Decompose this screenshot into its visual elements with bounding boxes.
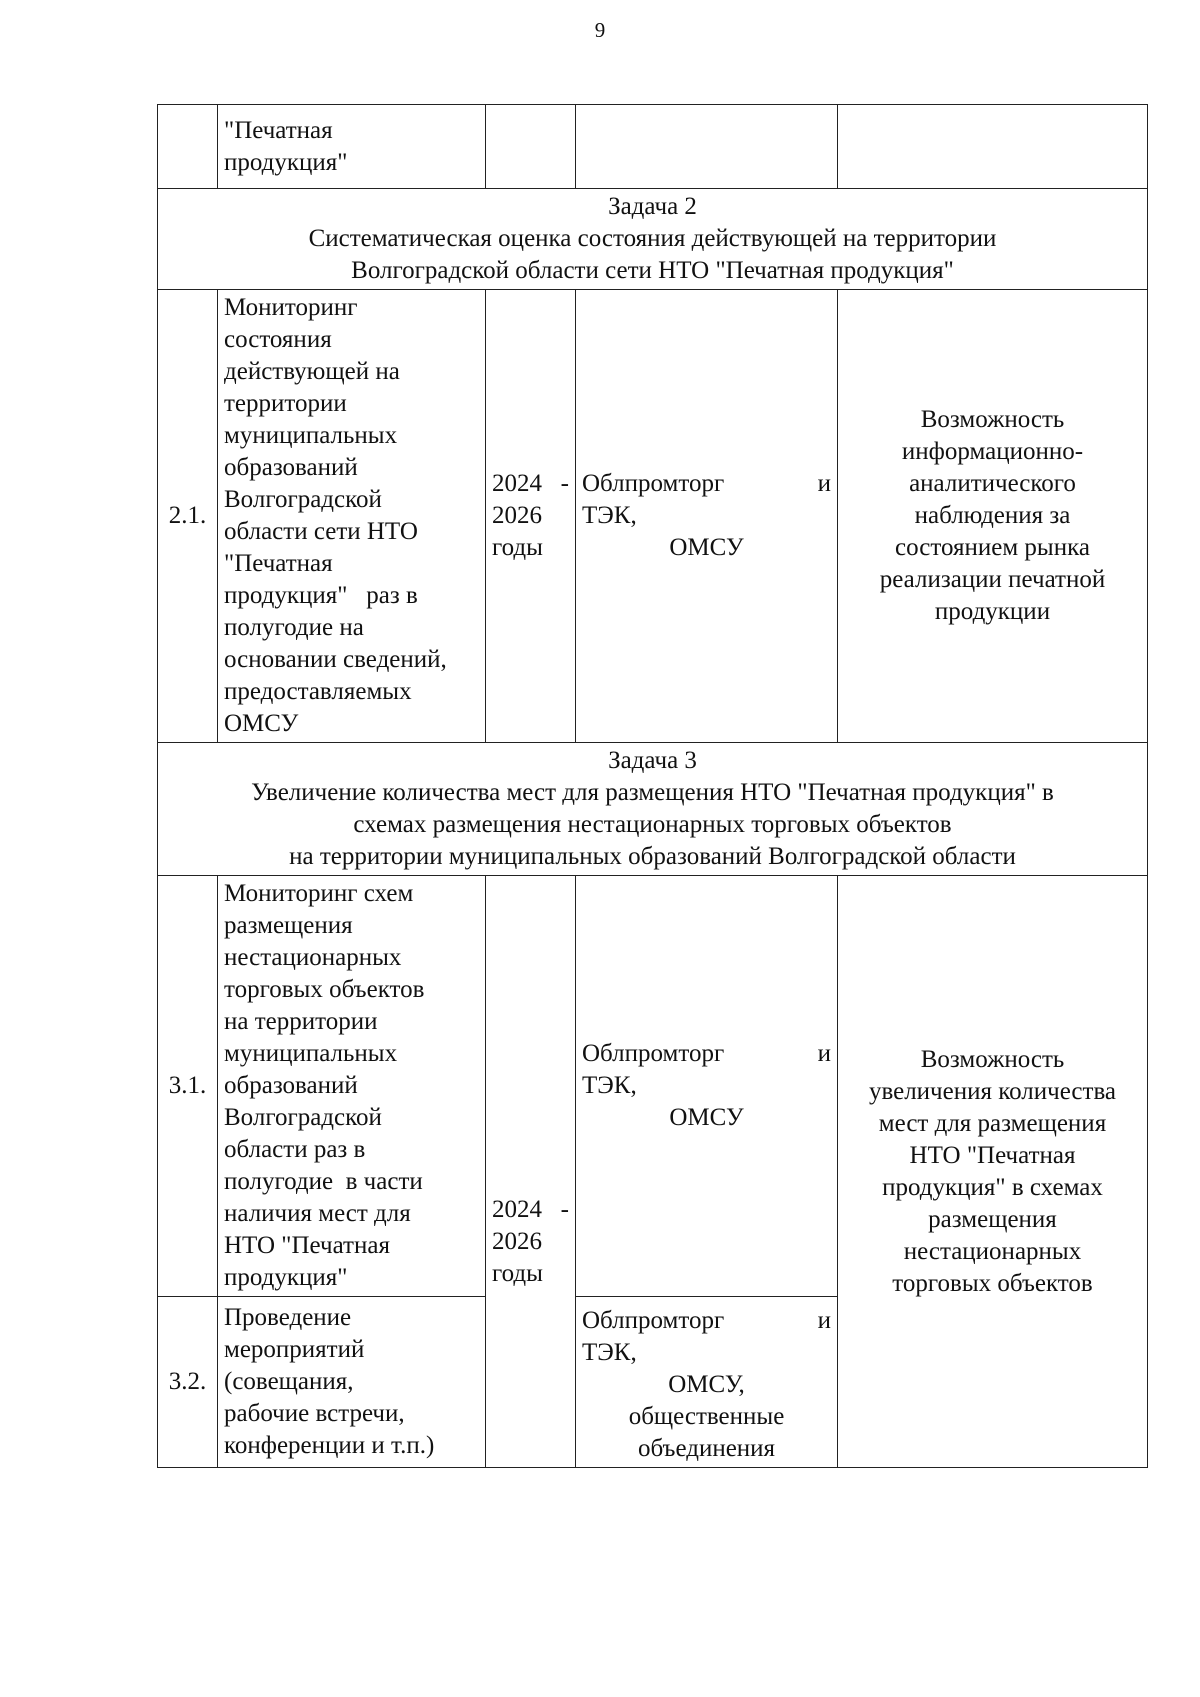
table-row	[158, 290, 1148, 743]
executor-conj: и	[817, 1307, 831, 1334]
activity-line: области раз в	[224, 1136, 366, 1163]
result-line: мест для размещения	[878, 1109, 1107, 1137]
result-line: реализации печатной	[879, 566, 1106, 593]
activity-cell	[218, 1297, 486, 1468]
row-number: 3.2.	[158, 1297, 218, 1468]
activity-plan-table	[157, 104, 1148, 1468]
executor-cell	[576, 290, 838, 743]
period-from: 2024	[492, 1196, 542, 1223]
task-title: Задача 2	[608, 193, 697, 220]
executor-org2: ТЭК,	[582, 1072, 637, 1099]
result-line: состоянием рынка	[895, 534, 1090, 561]
period-end: 2026	[492, 502, 542, 529]
activity-cell	[218, 105, 486, 189]
activity-line: состояния	[224, 326, 332, 353]
activity-line: "Печатная	[224, 550, 333, 577]
result-cell	[838, 290, 1148, 743]
task-description-line: на территории муниципальных образований Волгоградской области	[289, 843, 1016, 870]
period-cell	[486, 290, 576, 743]
activity-line: образований	[224, 1072, 358, 1099]
executor-other: общественные	[628, 1403, 785, 1430]
task-3-header	[158, 743, 1148, 876]
task-description-line: Увеличение количества мест для размещения НТО "Печатная продукция" в	[251, 779, 1054, 806]
activity-line: основании сведений,	[224, 646, 447, 673]
activity-line: (совещания,	[224, 1368, 354, 1395]
activity-line: конференции и т.п.)	[224, 1432, 435, 1459]
result-line: увеличения количества	[868, 1077, 1117, 1105]
result-line: Возможность	[920, 406, 1065, 433]
row-number: 2.1.	[158, 290, 218, 743]
activity-line: на территории	[224, 1008, 378, 1035]
activity-line: ОМСУ	[224, 710, 299, 737]
activity-line: области сети НТО	[224, 518, 418, 545]
executor-org: Облпромторг	[582, 1040, 725, 1067]
activity-line: наличия мест для	[224, 1200, 411, 1227]
result-line: НТО "Печатная	[909, 1141, 1076, 1169]
executor-org: Облпромторг	[582, 1307, 725, 1334]
activity-line: НТО "Печатная	[224, 1232, 390, 1259]
activity-line: Мониторинг схем	[224, 880, 414, 907]
result-line: информационно-	[901, 438, 1084, 465]
period-unit: годы	[492, 534, 543, 561]
task-description-line: Волгоградской области сети НТО "Печатная продукция"	[351, 257, 954, 284]
activity-line: мероприятий	[224, 1336, 365, 1363]
page-number: 9	[594, 18, 606, 42]
activity-line: торговых объектов	[224, 976, 425, 1003]
result-line: размещения	[928, 1205, 1057, 1233]
activity-cell	[218, 876, 486, 1297]
executor-org2: ТЭК,	[582, 502, 637, 529]
executor-other: ОМСУ	[669, 534, 744, 561]
activity-line: действующей на	[224, 358, 400, 385]
executor-org2: ТЭК,	[582, 1339, 637, 1366]
executor-conj: и	[817, 1040, 831, 1067]
result-line: продукции	[934, 598, 1051, 625]
task-header-row	[158, 189, 1148, 290]
task-header-row	[158, 743, 1148, 876]
executor-other: ОМСУ	[669, 1104, 744, 1131]
executor-cell	[576, 876, 838, 1297]
table-row-continuation	[158, 105, 1148, 189]
row-number: 3.1.	[158, 876, 218, 1297]
executor-line	[582, 1305, 831, 1337]
period-dash: -	[560, 470, 569, 497]
activity-line: Волгоградской	[224, 1104, 382, 1131]
result-line: нестационарных	[903, 1237, 1082, 1265]
activity-line: территории	[224, 390, 347, 417]
period-from: 2024	[492, 470, 542, 497]
activity-line: продукция" раз в	[224, 582, 418, 609]
executor-cell	[576, 1297, 838, 1468]
activity-line: образований	[224, 454, 358, 481]
activity-line: нестационарных	[224, 944, 402, 971]
activity-cell	[218, 290, 486, 743]
result-line: Возможность	[920, 1045, 1065, 1073]
executor-other: ОМСУ,	[668, 1371, 745, 1398]
activity-line: муниципальных	[224, 422, 398, 449]
activity-line: "Печатная	[224, 116, 333, 144]
period-start	[492, 468, 569, 500]
executor-line	[582, 468, 831, 500]
activity-line: полугодие на	[224, 614, 364, 641]
executor-org: Облпромторг	[582, 470, 725, 497]
task-title: Задача 3	[608, 747, 697, 774]
period-cell	[486, 105, 576, 189]
activity-line: размещения	[224, 912, 353, 939]
result-line: продукция" в схемах	[882, 1173, 1103, 1201]
executor-line	[582, 1038, 831, 1070]
task-description-line: схемах размещения нестационарных торговых объектов	[353, 811, 952, 838]
num-cell	[158, 105, 218, 189]
activity-line: Волгоградской	[224, 486, 382, 513]
executor-cell	[576, 105, 838, 189]
period-unit: годы	[492, 1260, 543, 1287]
activity-line: рабочие встречи,	[224, 1400, 405, 1427]
activity-line: предоставляемых	[224, 678, 412, 705]
activity-line: Проведение	[224, 1304, 352, 1331]
period-cell	[486, 876, 576, 1468]
result-line: торговых объектов	[892, 1269, 1093, 1297]
executor-other: объединения	[637, 1435, 776, 1462]
table-row	[158, 876, 1148, 1297]
period-start	[492, 1194, 569, 1226]
task-description-line: Систематическая оценка состояния действующей на территории	[308, 225, 997, 252]
result-line: наблюдения за	[914, 502, 1071, 529]
period-dash: -	[560, 1196, 569, 1223]
task-2-header	[158, 189, 1148, 290]
activity-line: полугодие в части	[224, 1168, 423, 1195]
activity-line: Мониторинг	[224, 294, 358, 321]
activity-line: продукция"	[224, 148, 348, 176]
activity-line: продукция"	[224, 1264, 348, 1291]
executor-conj: и	[817, 470, 831, 497]
period-end: 2026	[492, 1228, 542, 1255]
result-line: аналитического	[909, 470, 1076, 497]
result-cell	[838, 876, 1148, 1468]
activity-line: муниципальных	[224, 1040, 398, 1067]
result-cell	[838, 105, 1148, 189]
